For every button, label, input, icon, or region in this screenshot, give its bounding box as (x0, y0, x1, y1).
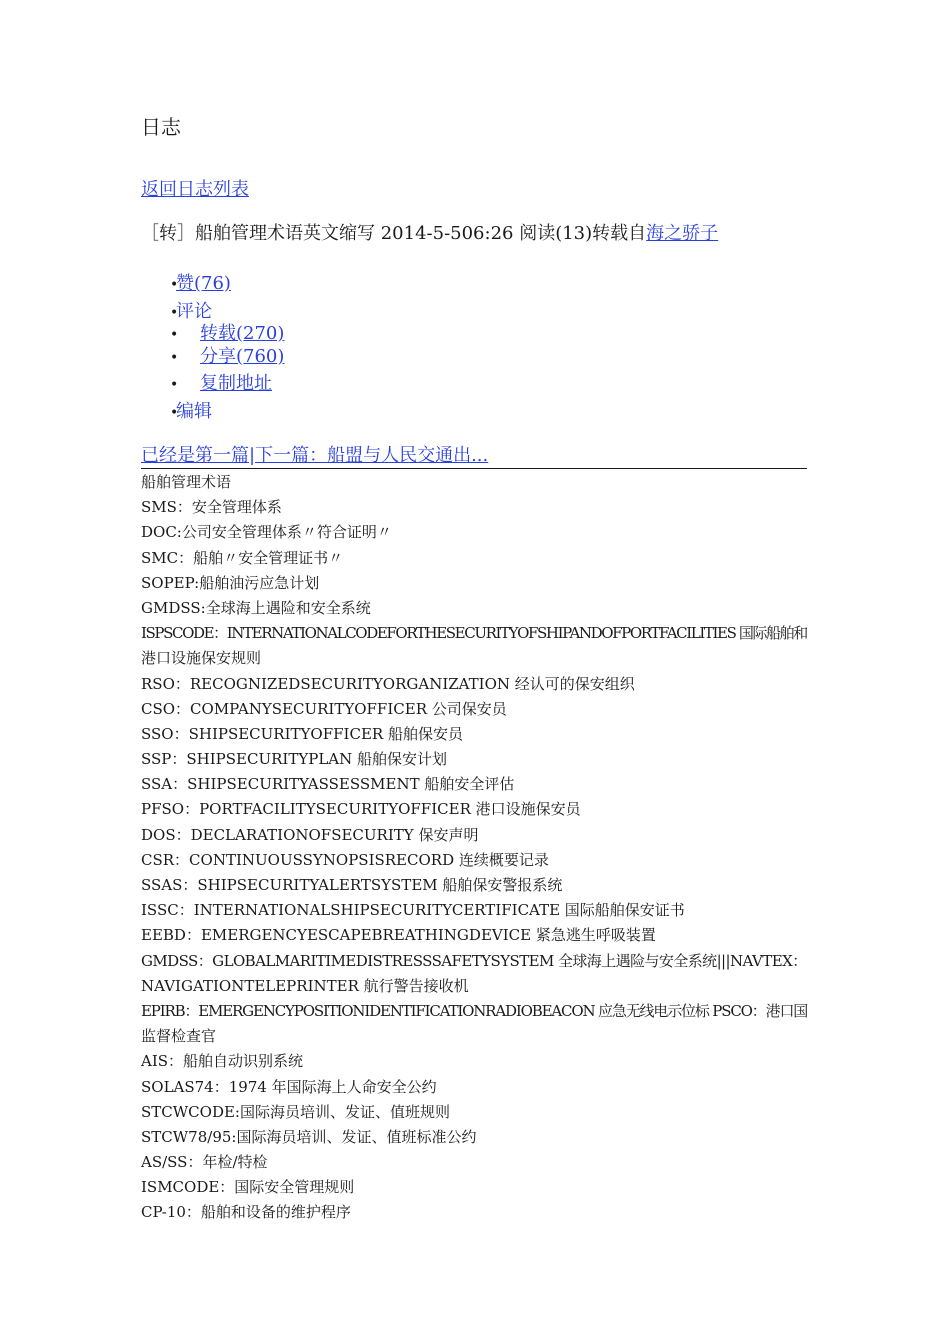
body-text-line: STCWCODE:国际海员培训、发证、值班规则 (141, 1102, 450, 1121)
body-text-line: GMDSS:全球海上遇险和安全系统 (141, 598, 371, 617)
prev-post-link[interactable]: 已经是第一篇 (141, 445, 249, 466)
body-text-line: SOLAS74：1974 年国际海上人命安全公约 (141, 1077, 437, 1096)
bullet-icon: • (170, 350, 179, 366)
body-text-line: STCW78/95:国际海员培训、发证、值班标准公约 (141, 1127, 477, 1146)
body-text-line: 港口设施保安规则 (141, 649, 262, 668)
body-text-line: 监督检查官 (141, 1027, 217, 1046)
body-text-line: RSO：RECOGNIZEDSECURITYORGANIZATION 经认可的保安组织 (141, 674, 635, 693)
body-text-line: SSP：SHIPSECURITYPLAN 船舶保安计划 (141, 750, 448, 769)
body-text-line: SSO：SHIPSECURITYOFFICER 船舶保安员 (141, 724, 463, 743)
bullet-icon: • (170, 327, 179, 343)
comment-label[interactable]: 评论 (176, 301, 212, 322)
back-to-log-list-link[interactable]: 返回日志列表 (141, 179, 249, 200)
article-title: ［转］船舶管理术语英文缩写 2014-5-506:26 阅读(13)转载自 (141, 223, 647, 244)
repost-label[interactable]: 转载(270) (200, 323, 285, 344)
body-text-line: ISPSCODE：INTERNATIONALCODEFORTHESECURITYOFSHIPANDOFPORTFACILITIES 国际船舶和 (141, 624, 807, 643)
body-text-line: SMS：安全管理体系 (141, 498, 282, 517)
bullet-icon: • (170, 277, 179, 293)
share-label[interactable]: 分享(760) (200, 346, 285, 367)
body-text-line: GMDSS：GLOBALMARITIMEDISTRESSSAFETYSYSTEM 全球海上遇险与安全系统|||NAVTEX： (141, 951, 807, 970)
body-text-line: DOS：DECLARATIONOFSECURITY 保安声明 (141, 825, 479, 844)
nav-separator: | (249, 445, 256, 466)
body-text-line: CSO：COMPANYSECURITYOFFICER 公司保安员 (141, 699, 507, 718)
post-navigation (141, 444, 807, 469)
body-text-line: SSAS：SHIPSECURITYALERTSYSTEM 船舶保安警报系统 (141, 876, 563, 894)
body-text-line: AS/SS：年检/特检 (141, 1153, 268, 1172)
body-text-line: PFSO：PORTFACILITYSECURITYOFFICER 港口设施保安员 (141, 800, 581, 819)
body-text-line: EEBD：EMERGENCYESCAPEBREATHINGDEVICE 紧急逃生呼吸装置 (141, 926, 656, 945)
body-text-line: NAVIGATIONTELEPRINTER 航行警告接收机 (141, 976, 469, 995)
copy-address-label[interactable]: 复制地址 (200, 373, 272, 394)
body-text-line: SMC：船舶〃安全管理证书〃 (141, 548, 344, 567)
body-text-line: AIS：船舶自动识别系统 (141, 1052, 304, 1071)
body-text-line: DOC:公司安全管理体系〃符合证明〃 (141, 523, 392, 542)
bullet-icon: • (170, 305, 179, 321)
bullet-icon: • (170, 377, 179, 393)
next-post-link[interactable]: 下一篇：船盟与人民交通出... (255, 445, 489, 466)
source-author-link[interactable]: 海之骄子 (646, 223, 719, 244)
share-action[interactable] (170, 345, 284, 370)
copy-address-action[interactable] (170, 372, 272, 397)
body-text-line: SSA：SHIPSECURITYASSESSMENT 船舶安全评估 (141, 775, 515, 794)
edit-label[interactable]: 编辑 (176, 401, 212, 422)
bullet-icon: • (170, 405, 179, 421)
article-body (141, 470, 807, 1226)
repost-action[interactable] (170, 322, 284, 347)
page-heading: 日志 (141, 115, 181, 139)
body-text-line: 船舶管理术语 (141, 473, 232, 491)
body-text-line: ISSC：INTERNATIONALSHIPSECURITYCERTIFICATE 国际船舶保安证书 (141, 901, 685, 920)
like-label[interactable]: 赞(76) (176, 273, 231, 294)
body-text-line: CP-10：船舶和设备的维护程序 (141, 1203, 351, 1222)
edit-action[interactable] (170, 400, 212, 425)
like-action[interactable] (170, 272, 231, 297)
body-text-line: CSR：CONTINUOUSSYNOPSISRECORD 连续概要记录 (141, 850, 549, 869)
body-text-line: ISMCODE：国际安全管理规则 (141, 1178, 355, 1197)
body-text-line: SOPEP:船舶油污应急计划 (141, 573, 320, 592)
article-title-line (141, 222, 718, 246)
body-text-line: EPIRB：EMERGENCYPOSITIONIDENTIFICATIONRADIOBEACON 应急无线电示位标 PSCO：港口国 (141, 1001, 808, 1020)
